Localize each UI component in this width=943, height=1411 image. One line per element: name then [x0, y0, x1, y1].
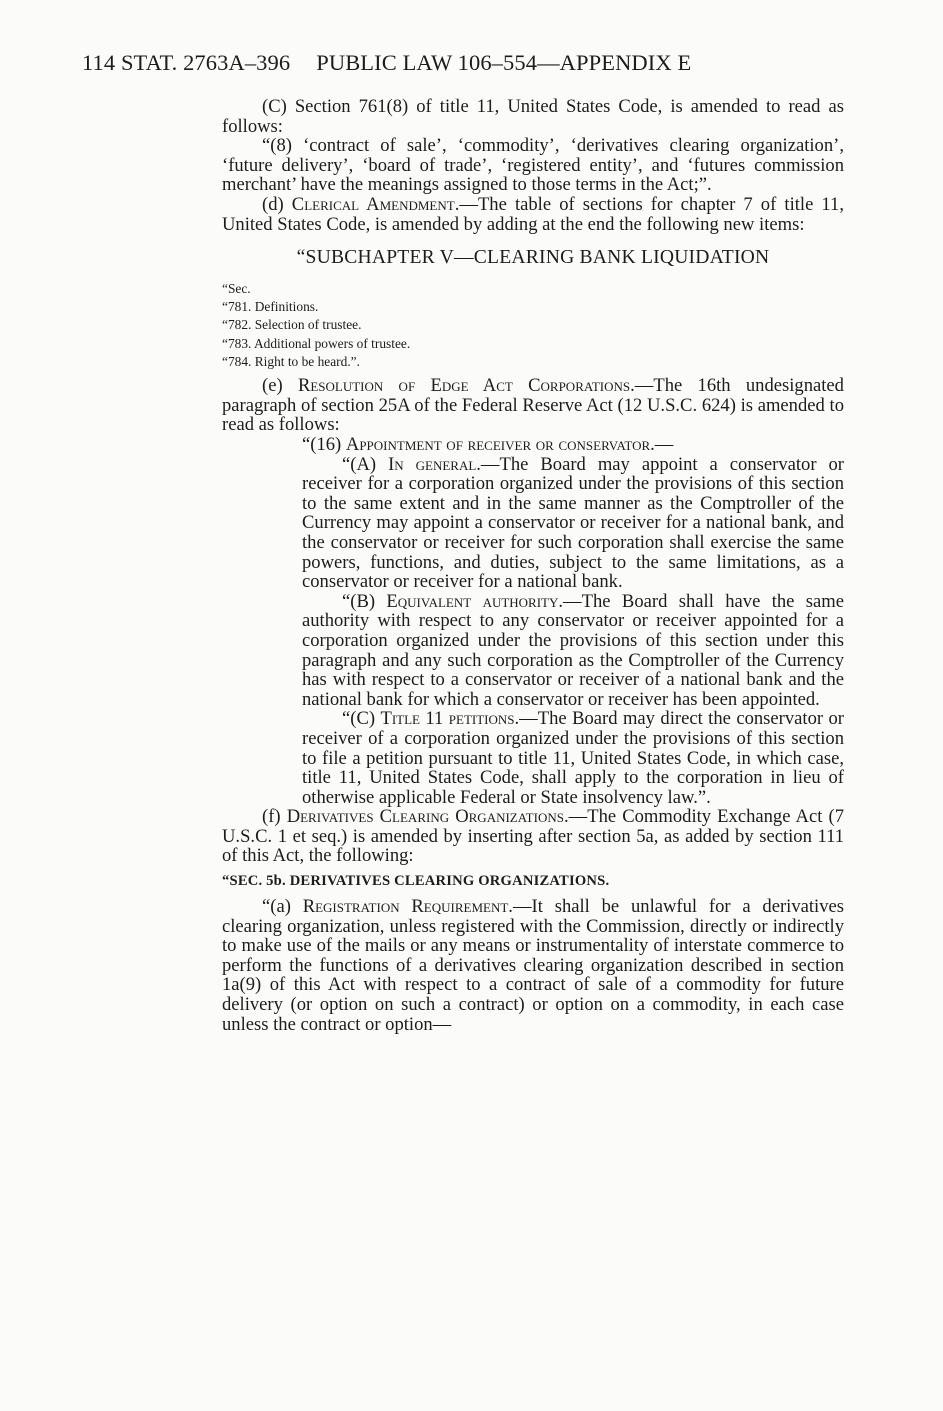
law-title: PUBLIC LAW 106–554—APPENDIX E [316, 50, 692, 75]
paragraph-d [222, 195, 844, 234]
page-header [82, 50, 802, 76]
subparagraph-b-heading: Equivalent authority [386, 590, 559, 612]
subparagraph-c-label: “(C) [342, 708, 376, 730]
subparagraph-b-label: “(B) [342, 590, 376, 612]
paragraph-a-text: .—It shall be unlawful for a derivatives clearing organization, unless registered with the Commission, directly or indirectly to make use of the mails or any means or instrumentality of interstate commerce to perform the functions of a derivatives clearing organization described in section 1a(9) of this Act with respect to a contract of sale of a commodity for future delivery (or option on such a contract) or option on a commodity, in each case unless the contract or option— [222, 896, 844, 1035]
subparagraph-a [302, 455, 844, 592]
subparagraph-c-heading: Title 11 petitions [380, 708, 515, 730]
subparagraph-b-text: .—The Board shall have the same authority with respect to any conservator or receiver appointed for a corporation organized under the provisions of this section under this paragraph and any such corporation as the Comptroller of the Currency has with respect to a conservator or receiver of a national bank and the national bank for which a conservator or receiver has been appointed. [302, 590, 844, 710]
paragraph-16-label: “(16) [302, 434, 342, 456]
subparagraph-a-text: .—The Board may appoint a conservator or receiver for a corporation organized under the provisions of this section to the same extent and in the same manner as the Comptroller of the Currency may appoint a conservator or receiver for a national bank, and the conservator or receiver for such corporation shall exercise the same powers, functions, and duties, subject to the same limitations, as a conservator or receiver for a national bank. [302, 453, 844, 593]
paragraph-16-dash: .— [650, 434, 674, 456]
toc-item: “782. Selection of trustee. [222, 317, 362, 333]
table-of-sections [222, 298, 844, 371]
paragraph-f-label: (f) [262, 806, 281, 828]
paragraph-d-label: (d) [262, 193, 284, 215]
paragraph-d-text: .—The table of sections for chapter 7 of title 11, United States Code, is amended by adding at the end the following new items: [222, 193, 844, 235]
paragraph-c-intro: (C) Section 761(8) of title 11, United States Code, is amended to read as follows: [222, 96, 844, 137]
subparagraph-b [302, 592, 844, 710]
toc-item: “784. Right to be heard.”. [222, 353, 360, 369]
paragraph-d-heading: Clerical Amendment [291, 193, 455, 215]
paragraph-a-heading: Registration Requirement [302, 896, 509, 918]
section-5b-heading: “SEC. 5b. DERIVATIVES CLEARING ORGANIZATIONS. [222, 873, 610, 890]
paragraph-a-registration [222, 897, 844, 1034]
subparagraph-c-text: .—The Board may direct the conservator or receiver of a corporation organized under the provisions of this section to file a petition pursuant to title 11, United States Code, in which case, title 11, United States Code, shall apply to the corporation in lieu of otherwise applicable Federal or State insolvency law.”. [302, 708, 844, 808]
paragraph-f [222, 807, 844, 866]
paragraph-e [222, 376, 844, 435]
subparagraph-a-heading: In general [388, 453, 477, 475]
paragraph-a-label: “(a) [262, 896, 291, 918]
paragraph-e-heading: Resolution of Edge Act Corporations [297, 375, 631, 397]
paragraph-c-quote: “(8) ‘contract of sale’, ‘commodity’, ‘derivatives clearing organization’, ‘future delivery’, ‘board of trade’, ‘registered entity’, and ‘futures commission merchant’ have the meanings assigned to those terms in the Act;”. [222, 135, 844, 196]
paragraph-e-text: .—The 16th undesignated paragraph of section 25A of the Federal Reserve Act (12 U.S.C. 624) is amended to read as follows: [222, 375, 844, 436]
toc-item: “783. Additional powers of trustee. [222, 335, 411, 351]
toc-item: “781. Definitions. [222, 299, 319, 315]
paragraph-f-heading: Derivatives Clearing Organizations [286, 806, 564, 828]
toc-sec-label: “Sec. [222, 280, 251, 296]
statute-citation: 114 STAT. 2763A–396 [82, 50, 291, 75]
paragraph-f-text: .—The Commodity Exchange Act (7 U.S.C. 1 et seq.) is amended by inserting after section 5a, as added by section 111 of this Act, the following: [222, 806, 844, 867]
subchapter-heading: “SUBCHAPTER V—CLEARING BANK LIQUIDATION [296, 247, 770, 269]
paragraph-e-label: (e) [262, 375, 283, 397]
paragraph-16 [302, 435, 844, 455]
subparagraph-c [302, 709, 844, 807]
subparagraph-a-label: “(A) [342, 453, 377, 475]
paragraph-16-heading: Appointment of receiver or conservator [345, 434, 651, 456]
document-body [222, 97, 844, 1034]
